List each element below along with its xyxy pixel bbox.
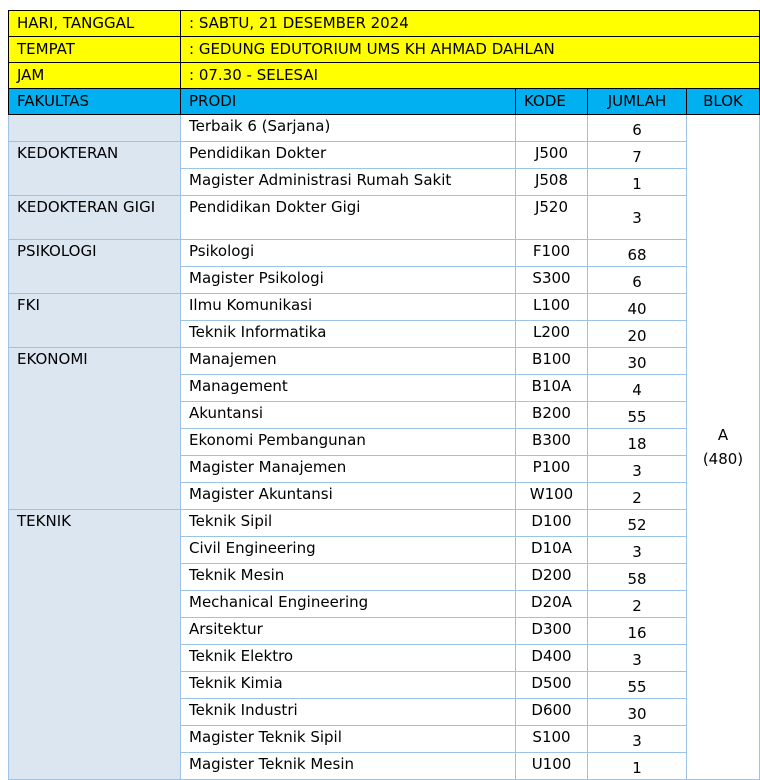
fakultas-cell: PSIKOLOGI (9, 240, 181, 294)
prodi-cell: Teknik Informatika (181, 321, 516, 348)
kode-cell: P100 (516, 456, 588, 483)
jumlah-cell: 3 (588, 537, 687, 564)
table-row (9, 115, 760, 142)
prodi-cell: Magister Manajemen (181, 456, 516, 483)
fakultas-cell: EKONOMI (9, 348, 181, 510)
header-blok: BLOK (687, 89, 760, 115)
kode-cell: D300 (516, 618, 588, 645)
prodi-cell: Arsitektur (181, 618, 516, 645)
kode-cell: J520 (516, 196, 588, 240)
prodi-cell: Pendidikan Dokter Gigi (181, 196, 516, 240)
jumlah-cell: 6 (588, 267, 687, 294)
jumlah-cell: 30 (588, 348, 687, 375)
jumlah-cell: 3 (588, 645, 687, 672)
kode-cell: D600 (516, 699, 588, 726)
info-label: HARI, TANGGAL (9, 11, 181, 37)
jumlah-cell: 3 (588, 196, 687, 240)
prodi-cell: Ilmu Komunikasi (181, 294, 516, 321)
kode-cell: B100 (516, 348, 588, 375)
blok-total: (480) (702, 450, 744, 468)
schedule-table (8, 10, 760, 780)
info-row-place (9, 37, 760, 63)
jumlah-cell: 30 (588, 699, 687, 726)
jumlah-cell: 52 (588, 510, 687, 537)
kode-cell: D100 (516, 510, 588, 537)
jumlah-cell: 16 (588, 618, 687, 645)
jumlah-cell: 55 (588, 402, 687, 429)
jumlah-cell: 4 (588, 375, 687, 402)
table-row (9, 240, 760, 267)
fakultas-cell (9, 115, 181, 142)
table-header-row (9, 89, 760, 115)
prodi-cell: Teknik Industri (181, 699, 516, 726)
prodi-cell: Teknik Sipil (181, 510, 516, 537)
prodi-cell: Teknik Elektro (181, 645, 516, 672)
kode-cell: S300 (516, 267, 588, 294)
info-value: : GEDUNG EDUTORIUM UMS KH AHMAD DAHLAN (181, 37, 760, 63)
jumlah-cell: 6 (588, 115, 687, 142)
fakultas-cell: FKI (9, 294, 181, 348)
prodi-cell: Pendidikan Dokter (181, 142, 516, 169)
prodi-cell: Teknik Mesin (181, 564, 516, 591)
prodi-cell: Ekonomi Pembangunan (181, 429, 516, 456)
jumlah-cell: 7 (588, 142, 687, 169)
kode-cell: D20A (516, 591, 588, 618)
info-label: JAM (9, 63, 181, 89)
jumlah-cell: 18 (588, 429, 687, 456)
jumlah-cell: 1 (588, 753, 687, 780)
kode-cell: L100 (516, 294, 588, 321)
kode-cell: B10A (516, 375, 588, 402)
info-value: : SABTU, 21 DESEMBER 2024 (181, 11, 760, 37)
kode-cell: D200 (516, 564, 588, 591)
blok-cell (687, 115, 760, 780)
prodi-cell: Psikologi (181, 240, 516, 267)
prodi-cell: Magister Psikologi (181, 267, 516, 294)
kode-cell: D400 (516, 645, 588, 672)
kode-cell: F100 (516, 240, 588, 267)
kode-cell: D500 (516, 672, 588, 699)
kode-cell: L200 (516, 321, 588, 348)
prodi-cell: Magister Teknik Mesin (181, 753, 516, 780)
jumlah-cell: 58 (588, 564, 687, 591)
kode-cell: J508 (516, 169, 588, 196)
jumlah-cell: 1 (588, 169, 687, 196)
kode-cell (516, 115, 588, 142)
prodi-cell: Civil Engineering (181, 537, 516, 564)
table-row (9, 348, 760, 375)
table-row (9, 510, 760, 537)
fakultas-cell: KEDOKTERAN GIGI (9, 196, 181, 240)
kode-cell: S100 (516, 726, 588, 753)
kode-cell: U100 (516, 753, 588, 780)
prodi-cell: Teknik Kimia (181, 672, 516, 699)
prodi-cell: Akuntansi (181, 402, 516, 429)
header-jumlah: JUMLAH (588, 89, 687, 115)
jumlah-cell: 68 (588, 240, 687, 267)
info-row-time (9, 63, 760, 89)
prodi-cell: Manajemen (181, 348, 516, 375)
jumlah-cell: 2 (588, 483, 687, 510)
prodi-cell: Terbaik 6 (Sarjana) (181, 115, 516, 142)
table-row (9, 196, 760, 240)
header-fakultas: FAKULTAS (9, 89, 181, 115)
table-row (9, 142, 760, 169)
blok-name: A (717, 426, 729, 444)
prodi-cell: Management (181, 375, 516, 402)
jumlah-cell: 2 (588, 591, 687, 618)
fakultas-cell: KEDOKTERAN (9, 142, 181, 196)
kode-cell: D10A (516, 537, 588, 564)
prodi-cell: Magister Akuntansi (181, 483, 516, 510)
kode-cell: B300 (516, 429, 588, 456)
jumlah-cell: 3 (588, 456, 687, 483)
kode-cell: W100 (516, 483, 588, 510)
info-row-date (9, 11, 760, 37)
table-body (9, 115, 760, 780)
schedule-document (8, 10, 760, 780)
jumlah-cell: 40 (588, 294, 687, 321)
jumlah-cell: 3 (588, 726, 687, 753)
kode-cell: J500 (516, 142, 588, 169)
kode-cell: B200 (516, 402, 588, 429)
jumlah-cell: 55 (588, 672, 687, 699)
fakultas-cell: TEKNIK (9, 510, 181, 780)
prodi-cell: Mechanical Engineering (181, 591, 516, 618)
table-row (9, 294, 760, 321)
info-label: TEMPAT (9, 37, 181, 63)
info-value: : 07.30 - SELESAI (181, 63, 760, 89)
header-prodi: PRODI (181, 89, 516, 115)
jumlah-cell: 20 (588, 321, 687, 348)
prodi-cell: Magister Teknik Sipil (181, 726, 516, 753)
prodi-cell: Magister Administrasi Rumah Sakit (181, 169, 516, 196)
header-kode: KODE (516, 89, 588, 115)
